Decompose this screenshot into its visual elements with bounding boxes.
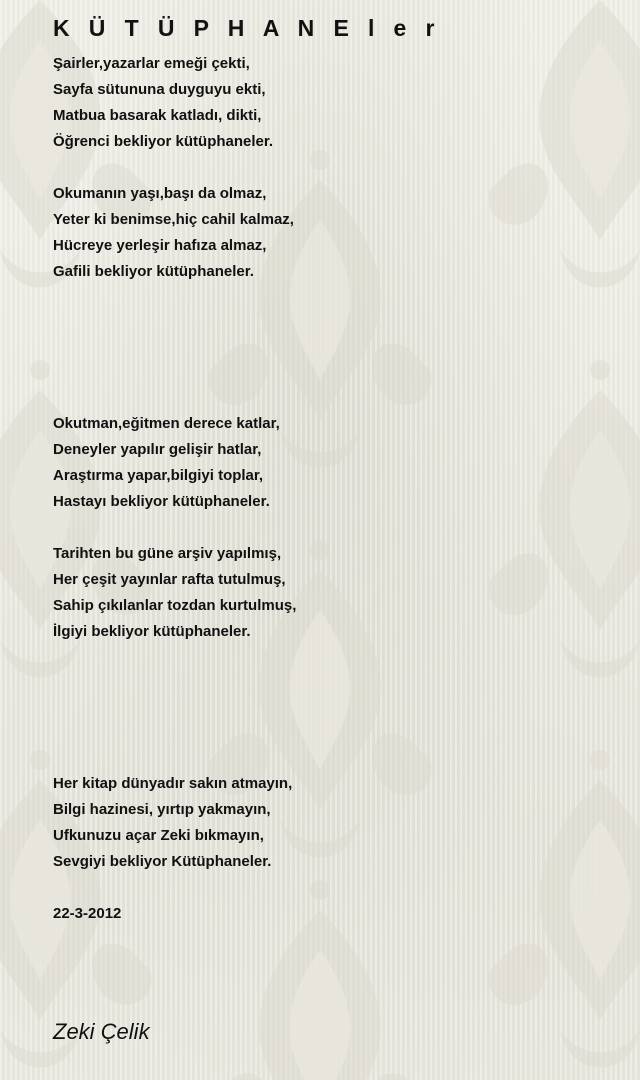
poem-line: Gafili bekliyor kütüphaneler.	[53, 263, 254, 280]
stanza-1	[53, 51, 273, 155]
poem-line: Hastayı bekliyor kütüphaneler.	[53, 493, 270, 510]
poem-line: Araştırma yapar,bilgiyi toplar,	[53, 467, 264, 484]
poem-line: Matbua basarak katladı, dikti,	[53, 107, 262, 124]
poem-line: Hücreye yerleşir hafıza almaz,	[53, 237, 267, 254]
poem-title: K Ü T Ü P H A N E l e r	[53, 15, 441, 41]
poem-line: Şairler,yazarlar emeği çekti,	[53, 55, 250, 72]
poem-line: Bilgi hazinesi, yırtıp yakmayın,	[53, 801, 271, 818]
poem-line: Her kitap dünyadır sakın atmayın,	[53, 775, 293, 792]
poem-line: Ufkunuzu açar Zeki bıkmayın,	[53, 827, 264, 844]
poem-line: Deneyler yapılır gelişir hatlar,	[53, 441, 262, 458]
stanza-5	[53, 771, 292, 875]
stanza-4	[53, 541, 296, 645]
poem-line: Sevgiyi bekliyor Kütüphaneler.	[53, 853, 272, 870]
poem-line: Her çeşit yayınlar rafta tutulmuş,	[53, 571, 286, 588]
poem-line: Öğrenci bekliyor kütüphaneler.	[53, 133, 274, 150]
poem-line: İlgiyi bekliyor kütüphaneler.	[53, 623, 251, 640]
poem-line: Sahip çıkılanlar tozdan kurtulmuş,	[53, 597, 297, 614]
poem-line: Okutman,eğitmen derece katlar,	[53, 415, 280, 432]
poem-line: Okumanın yaşı,başı da olmaz,	[53, 185, 267, 202]
poem-author: Zeki Çelik	[53, 1019, 150, 1044]
stanza-2	[53, 181, 294, 285]
poem-line: Sayfa sütununa duyguyu ekti,	[53, 81, 266, 98]
poem-date: 22-3-2012	[53, 905, 122, 922]
poem-line: Tarihten bu güne arşiv yapılmış,	[53, 545, 282, 562]
stanza-3	[53, 411, 280, 515]
poem-line: Yeter ki benimse,hiç cahil kalmaz,	[53, 211, 294, 228]
